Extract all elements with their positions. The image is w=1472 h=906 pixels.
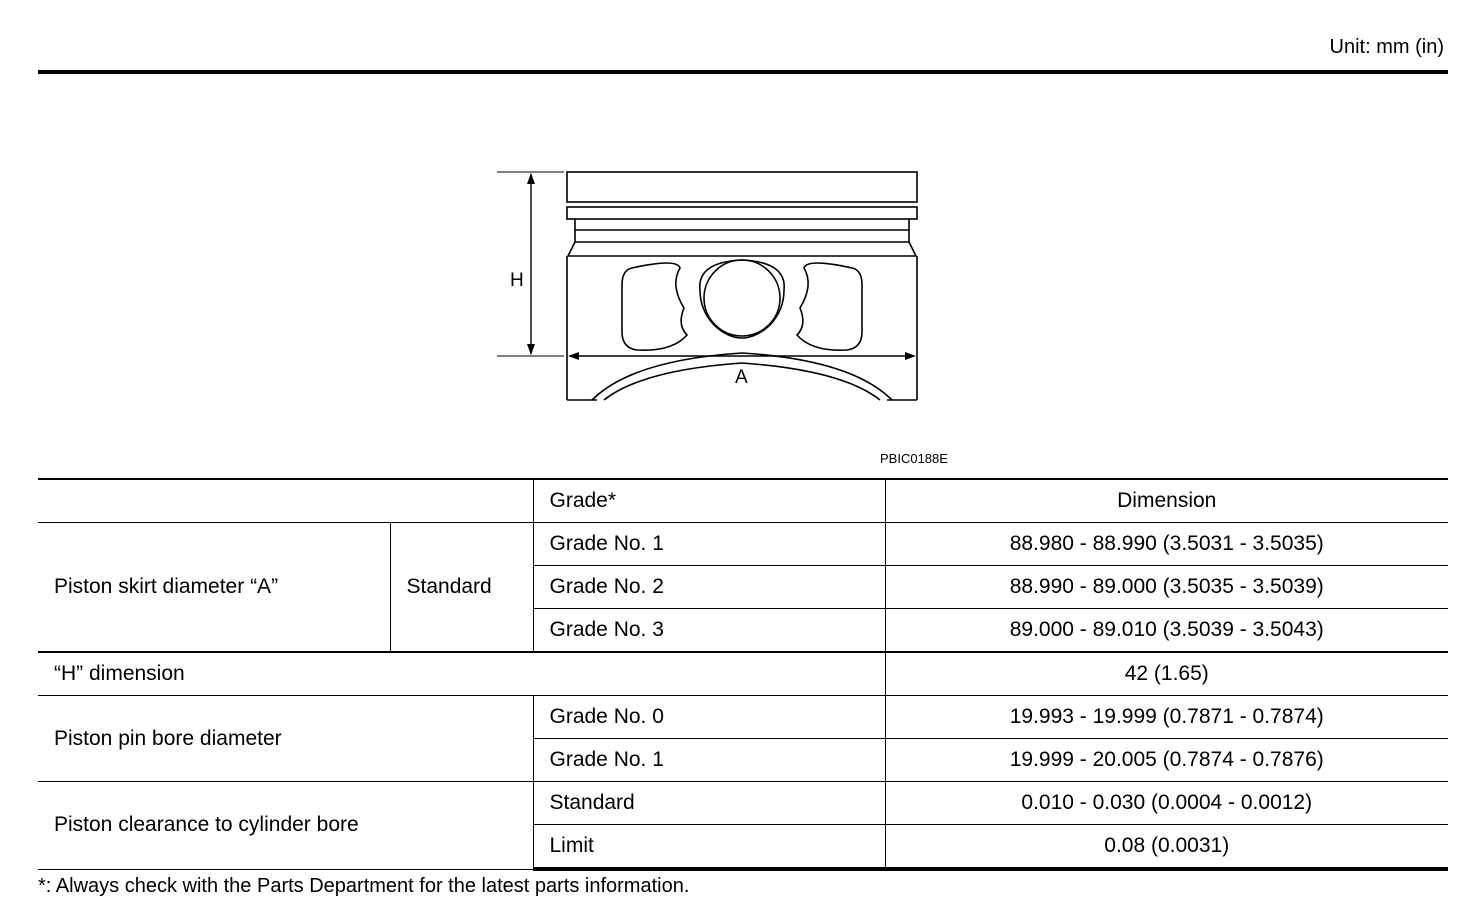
header-blank bbox=[38, 479, 533, 523]
skirt-value-1: 88.980 - 88.990 (3.5031 - 3.5035) bbox=[885, 523, 1448, 566]
a-label: A bbox=[735, 367, 748, 388]
skirt-value-2: 88.990 - 89.000 (3.5035 - 3.5039) bbox=[885, 566, 1448, 609]
clearance-standard-value: 0.010 - 0.030 (0.0004 - 0.0012) bbox=[885, 782, 1448, 825]
table-header-row bbox=[38, 479, 1448, 523]
skirt-grade-2: Grade No. 2 bbox=[533, 566, 885, 609]
pin-bore-grade-0: Grade No. 0 bbox=[533, 696, 885, 739]
pin-bore-value-1: 19.999 - 20.005 (0.7874 - 0.7876) bbox=[885, 739, 1448, 782]
piston-diagram bbox=[492, 160, 932, 410]
table-row bbox=[38, 696, 1448, 739]
piston-crown bbox=[567, 172, 917, 202]
header-dimension: Dimension bbox=[885, 479, 1448, 523]
skirt-label: Piston skirt diameter “A” bbox=[38, 523, 390, 653]
pin-boss bbox=[700, 260, 784, 338]
footnote: *: Always check with the Parts Department for the latest parts information. bbox=[38, 875, 690, 897]
skirt-grade-3: Grade No. 3 bbox=[533, 609, 885, 653]
pin-bore-grade-1: Grade No. 1 bbox=[533, 739, 885, 782]
skirt-grade-1: Grade No. 1 bbox=[533, 523, 885, 566]
h-dim-label: “H” dimension bbox=[38, 652, 885, 696]
piston-ring-groove bbox=[568, 219, 916, 256]
table-row bbox=[38, 652, 1448, 696]
clearance-standard: Standard bbox=[533, 782, 885, 825]
skirt-standard: Standard bbox=[390, 523, 533, 653]
right-window bbox=[797, 263, 862, 350]
pin-bore-label: Piston pin bore diameter bbox=[38, 696, 533, 782]
skirt-value-3: 89.000 - 89.010 (3.5039 - 3.5043) bbox=[885, 609, 1448, 653]
clearance-limit: Limit bbox=[533, 825, 885, 870]
unit-label: Unit: mm (in) bbox=[1329, 36, 1444, 58]
h-dim-value: 42 (1.65) bbox=[885, 652, 1448, 696]
pin-bore-value-0: 19.993 - 19.999 (0.7871 - 0.7874) bbox=[885, 696, 1448, 739]
table-row bbox=[38, 523, 1448, 566]
top-rule bbox=[38, 70, 1448, 74]
h-label: H bbox=[510, 270, 524, 291]
piston-ring-land bbox=[567, 207, 917, 219]
clearance-limit-value: 0.08 (0.0031) bbox=[885, 825, 1448, 870]
piston-spec-table bbox=[38, 478, 1448, 871]
header-grade: Grade* bbox=[533, 479, 885, 523]
left-window bbox=[622, 263, 687, 350]
clearance-label: Piston clearance to cylinder bore bbox=[38, 782, 533, 870]
table-row bbox=[38, 782, 1448, 825]
figure-code: PBIC0188E bbox=[880, 451, 948, 466]
